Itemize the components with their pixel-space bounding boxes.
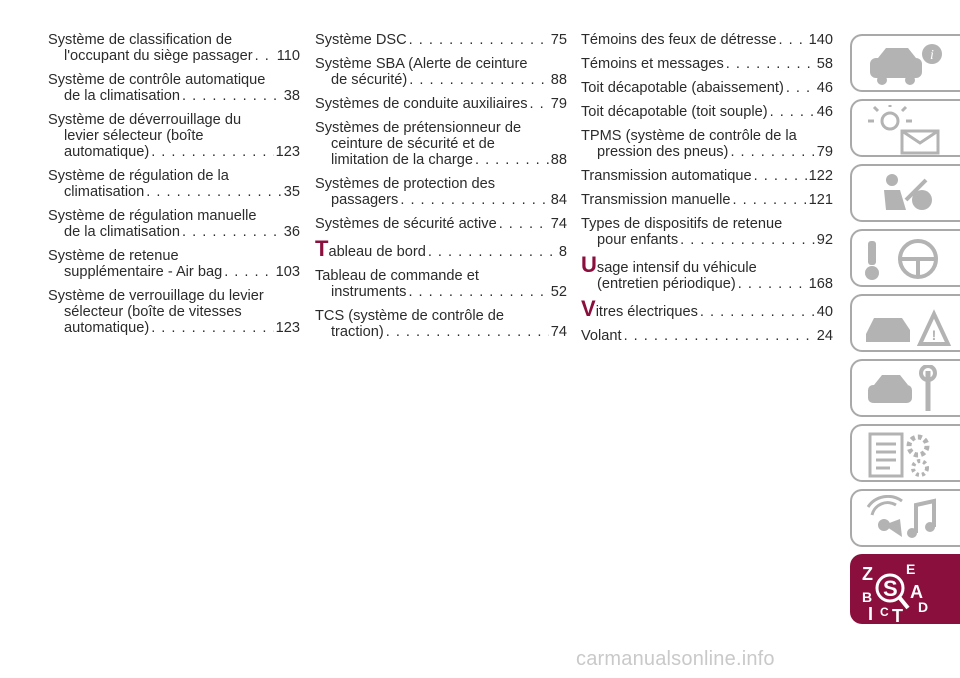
entry-text: pour enfants (597, 232, 679, 248)
dot-leader (409, 32, 549, 48)
index-entry[interactable] (48, 112, 300, 160)
tab-starting-driving[interactable] (850, 229, 960, 287)
index-letter-heading: T (315, 236, 329, 261)
entry-text: Transmission automatique (581, 168, 752, 184)
entry-text: Témoins des feux de détresse (581, 32, 777, 48)
entry-text: Système de régulation manuelle (48, 208, 257, 224)
entry-text: Systèmes de conduite auxiliaires (315, 96, 528, 112)
index-entry[interactable] (581, 32, 833, 48)
entry-text: automatique) (64, 144, 150, 160)
dot-leader (224, 264, 273, 280)
svg-text:T: T (892, 606, 903, 622)
index-letter-heading: V (581, 296, 596, 321)
dot-leader (770, 104, 815, 120)
entry-text: de la climatisation (64, 88, 180, 104)
dot-leader (151, 144, 273, 160)
page-number[interactable]: 38 (283, 88, 300, 104)
dot-leader (182, 224, 282, 240)
index-entry[interactable] (315, 32, 567, 48)
page-number[interactable]: 24 (816, 328, 833, 344)
entry-text: itres électriques (595, 304, 698, 320)
entry-text: supplémentaire - Air bag (64, 264, 223, 280)
dot-leader (730, 144, 814, 160)
dot-leader (409, 72, 549, 88)
dot-leader (786, 80, 815, 96)
car-info-icon (862, 40, 952, 90)
seat-airbag-icon (862, 170, 952, 220)
key-steering-wheel-icon (862, 235, 952, 285)
entry-text: de la climatisation (64, 224, 180, 240)
page-number[interactable]: 58 (816, 56, 833, 72)
dot-leader (680, 232, 815, 248)
entry-text: Système de régulation de la (48, 168, 229, 184)
tab-technical-data[interactable] (850, 424, 960, 482)
page-number[interactable]: 123 (275, 144, 300, 160)
index-entry[interactable] (581, 104, 833, 120)
page-number[interactable]: 123 (275, 320, 300, 336)
multimedia-note-icon (862, 495, 952, 545)
index-entry[interactable] (315, 268, 567, 300)
page-number[interactable]: 103 (275, 264, 300, 280)
page-number[interactable]: 79 (816, 144, 833, 160)
index-entry[interactable] (581, 80, 833, 96)
page-number[interactable]: 122 (808, 168, 833, 184)
index-column-1 (48, 32, 300, 344)
entry-text: de sécurité) (331, 72, 408, 88)
tab-index[interactable] (850, 554, 960, 624)
tab-warning-lights[interactable] (850, 99, 960, 157)
index-entry[interactable] (48, 208, 300, 240)
dot-leader (428, 244, 557, 260)
svg-text:i: i (930, 48, 934, 63)
page-number[interactable]: 92 (816, 232, 833, 248)
dot-leader (400, 192, 548, 208)
entry-text: instruments (331, 284, 407, 300)
entry-text: climatisation (64, 184, 145, 200)
svg-text:Z: Z (862, 564, 873, 584)
entry-text: Types de dispositifs de retenue (581, 216, 783, 232)
svg-text:!: ! (931, 327, 937, 343)
index-entry[interactable] (48, 248, 300, 280)
svg-text:C: C (880, 605, 889, 619)
index-entry[interactable] (581, 216, 833, 248)
entry-text: levier sélecteur (boîte (64, 128, 204, 144)
entry-text: Système de classification de (48, 32, 233, 48)
dot-leader (255, 48, 275, 64)
dot-leader (779, 32, 807, 48)
page-number[interactable]: 88 (550, 152, 567, 168)
page-number[interactable]: 8 (558, 244, 567, 260)
page-number[interactable]: 40 (816, 304, 833, 320)
entry-text: Système de verrouillage du levier (48, 288, 264, 304)
index-entry[interactable] (581, 192, 833, 208)
index-column-3 (581, 32, 833, 352)
page-number[interactable]: 36 (283, 224, 300, 240)
entry-text: l'occupant du siège passager (64, 48, 253, 64)
page-number[interactable]: 84 (550, 192, 567, 208)
entry-text: (entretien périodique) (597, 276, 736, 292)
entry-text: limitation de la charge (331, 152, 473, 168)
index-entry[interactable] (315, 308, 567, 340)
dot-leader (754, 168, 807, 184)
svg-text:B: B (862, 589, 873, 605)
index-entry[interactable] (581, 252, 833, 292)
entry-text: Système SBA (Alerte de ceinture (315, 56, 528, 72)
entry-text: pression des pneus) (597, 144, 729, 160)
entry-text: Système DSC (315, 32, 407, 48)
dot-leader (408, 284, 548, 300)
index-entry[interactable] (315, 216, 567, 232)
entry-text: TCS (système de contrôle de (315, 308, 504, 324)
page-number[interactable]: 121 (808, 192, 833, 208)
page-number[interactable]: 74 (550, 324, 567, 340)
page-number[interactable]: 79 (550, 96, 567, 112)
dot-leader (700, 304, 815, 320)
entry-text: Volant (581, 328, 622, 344)
accident-warning-triangle-icon (862, 300, 952, 350)
dot-leader (499, 216, 549, 232)
entry-text: sélecteur (boîte de vitesses (64, 304, 242, 320)
page-number[interactable]: 46 (816, 80, 833, 96)
tab-knowing-the-car[interactable] (850, 34, 960, 92)
dot-leader (146, 184, 281, 200)
index-column-2 (315, 32, 567, 348)
entry-text: Système de retenue (48, 248, 179, 264)
svg-text:S: S (883, 576, 898, 601)
index-entry[interactable] (581, 128, 833, 160)
page-number[interactable]: 46 (816, 104, 833, 120)
page-number[interactable]: 168 (808, 276, 833, 292)
dot-leader (530, 96, 549, 112)
index-entry[interactable] (315, 120, 567, 168)
watermark: carmanualsonline.info (576, 648, 775, 670)
warning-lights-message-icon (862, 105, 952, 155)
index-entry[interactable] (581, 56, 833, 72)
entry-text: Toit décapotable (toit souple) (581, 104, 768, 120)
dot-leader (726, 56, 815, 72)
tab-multimedia[interactable] (850, 489, 960, 547)
entry-text: Tableau de commande et (315, 268, 479, 284)
entry-text: Systèmes de sécurité active (315, 216, 497, 232)
dot-leader (738, 276, 807, 292)
entry-text: ableau de bord (328, 244, 426, 260)
index-entry[interactable] (48, 288, 300, 336)
page-number[interactable]: 74 (550, 216, 567, 232)
svg-text:I: I (868, 604, 874, 622)
index-entry[interactable] (48, 168, 300, 200)
index-entry[interactable] (48, 32, 300, 64)
index-letters-icon (862, 560, 952, 622)
entry-text: sage intensif du véhicule (596, 260, 757, 276)
page-number[interactable]: 140 (808, 32, 833, 48)
dot-leader (733, 192, 807, 208)
entry-text: Système de contrôle automatique (48, 72, 266, 88)
svg-text:E: E (906, 561, 916, 577)
dot-leader (624, 328, 815, 344)
page-number[interactable]: 52 (550, 284, 567, 300)
entry-text: passagers (331, 192, 399, 208)
entry-text: ceinture de sécurité et de (331, 136, 495, 152)
page-number[interactable]: 35 (283, 184, 300, 200)
entry-text: traction) (331, 324, 384, 340)
dot-leader (151, 320, 273, 336)
dot-leader (182, 88, 282, 104)
entry-text: Toit décapotable (abaissement) (581, 80, 784, 96)
entry-text: TPMS (système de contrôle de la (581, 128, 797, 144)
entry-text: Transmission manuelle (581, 192, 731, 208)
index-entry[interactable] (315, 176, 567, 208)
page-number[interactable]: 88 (550, 72, 567, 88)
entry-text: automatique) (64, 320, 150, 336)
dot-leader (386, 324, 549, 340)
index-entry[interactable] (581, 296, 833, 321)
index-entry[interactable] (581, 168, 833, 184)
tab-servicing[interactable] (850, 359, 960, 417)
entry-text: Systèmes de prétensionneur de (315, 120, 522, 136)
index-entry[interactable] (315, 56, 567, 88)
page-number[interactable]: 75 (550, 32, 567, 48)
entry-text: Systèmes de protection des (315, 176, 496, 192)
index-entry[interactable] (581, 328, 833, 344)
svg-text:D: D (918, 599, 929, 615)
index-entry[interactable] (315, 236, 567, 261)
entry-text: Système de déverrouillage du (48, 112, 242, 128)
page-number[interactable]: 110 (276, 48, 300, 64)
entry-text: Témoins et messages (581, 56, 724, 72)
index-letter-heading: U (581, 252, 597, 277)
index-entry[interactable] (315, 96, 567, 112)
document-gears-icon (862, 430, 952, 480)
svg-text:A: A (910, 582, 923, 602)
tab-safety[interactable] (850, 164, 960, 222)
tab-in-an-emergency[interactable] (850, 294, 960, 352)
car-wrench-icon (862, 365, 952, 415)
dot-leader (475, 152, 549, 168)
index-entry[interactable] (48, 72, 300, 104)
